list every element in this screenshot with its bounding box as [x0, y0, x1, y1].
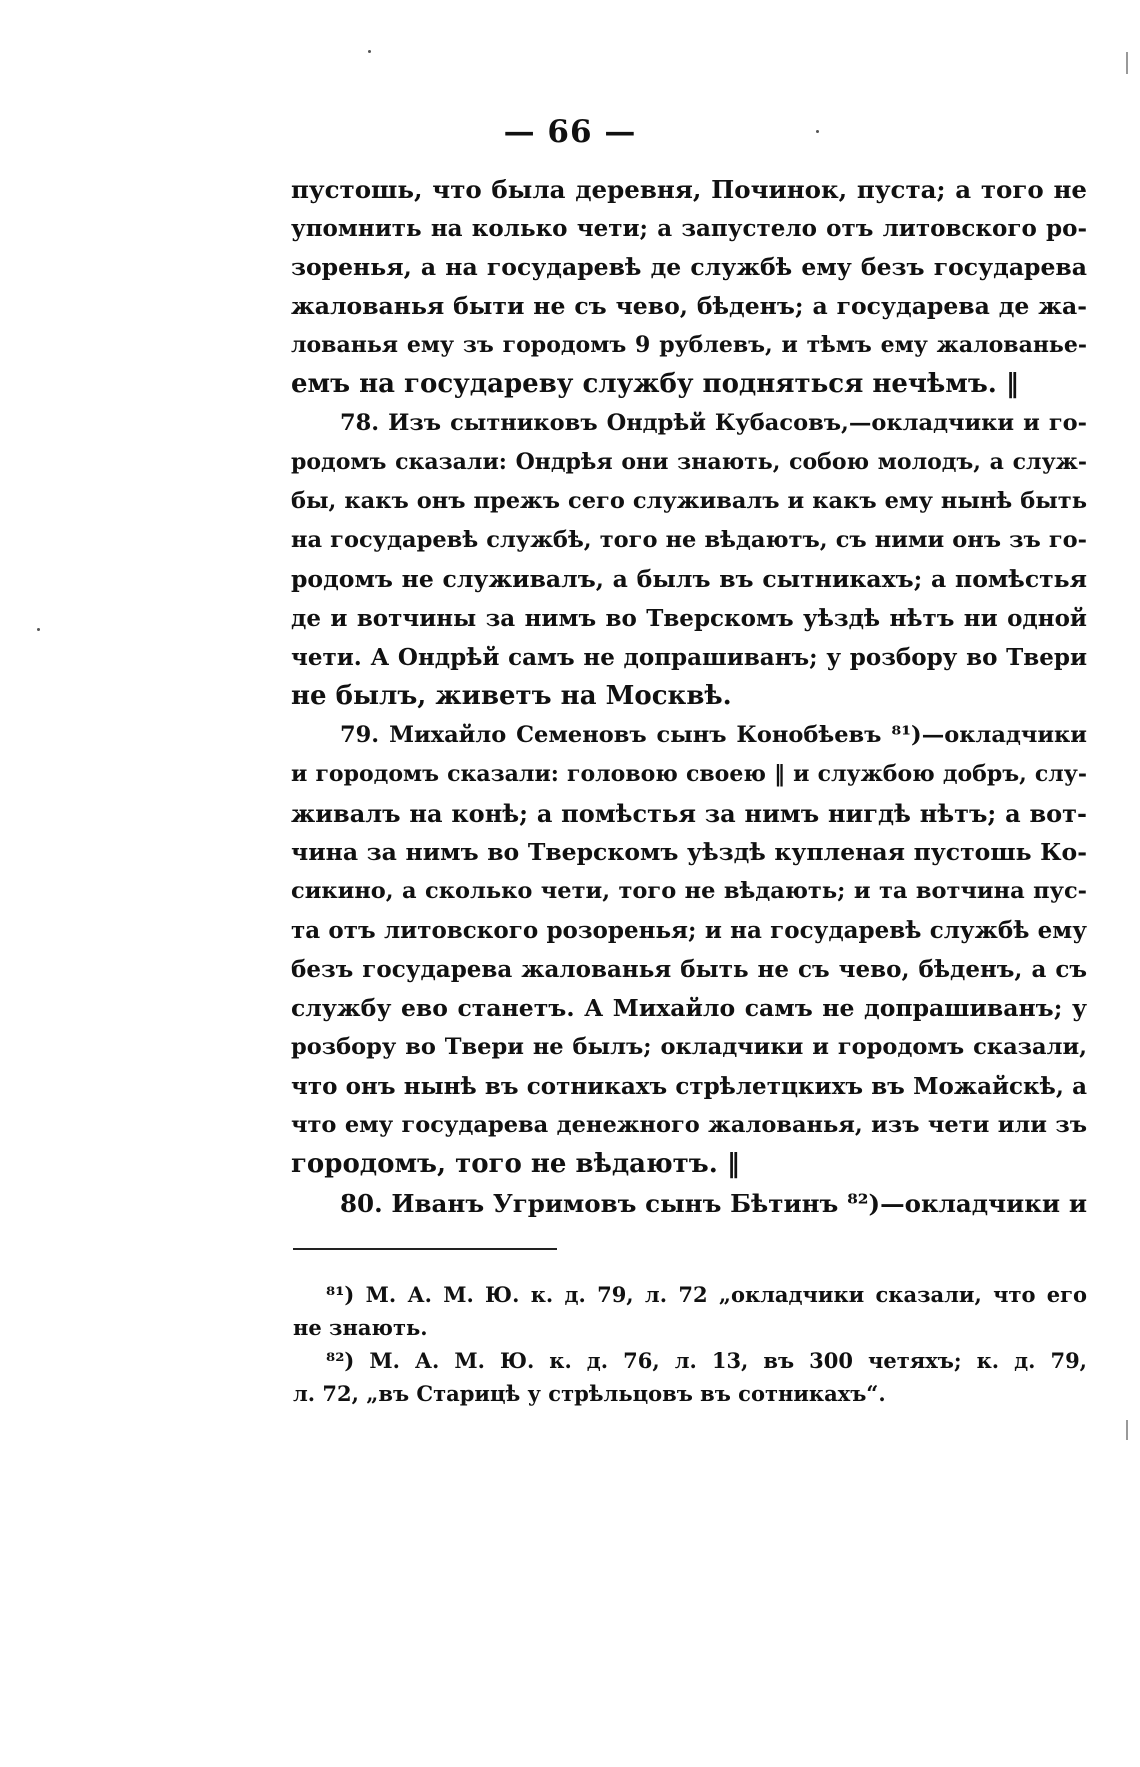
footnote-82: ⁸²) М. А. М. Ю. к. д. 76, л. 13, въ 300 четяхъ; к. д. 79,	[326, 1348, 1087, 1373]
scan-speck	[37, 628, 40, 631]
text-line: безъ государева жалованья быть не съ чево, бѣденъ, а съ	[291, 956, 1087, 983]
text-line: и городомъ сказали: головою своею ‖ и службою добръ, слу-	[291, 761, 1087, 787]
text-line: емъ на государеву службу подняться нечѣмъ. ‖	[291, 369, 1019, 399]
text-line: упомнить на колько чети; а запустело отъ литовского ро-	[291, 215, 1087, 242]
text-line: что ему государева денежного жалованья, изъ чети или зъ	[291, 1112, 1087, 1138]
scan-edge-mark	[1126, 1420, 1128, 1440]
text-line: сикино, а сколько чети, того не вѣдають; и та вотчина пус-	[291, 878, 1087, 904]
text-line: на государевѣ службѣ, того не вѣдаютъ, съ ними онъ зъ го-	[291, 527, 1087, 553]
scan-edge-mark	[1126, 52, 1128, 74]
page-number: — 66 —	[503, 114, 637, 150]
text-line: чина за нимъ во Тверскомъ уѣздѣ купленая пустошь Ко-	[291, 838, 1087, 866]
text-line: живалъ на конѣ; а помѣстья за нимъ нигдѣ нѣтъ; а вот-	[291, 799, 1087, 828]
text-line: зоренья, а на государевѣ де службѣ ему безъ государева	[291, 253, 1087, 281]
text-line: чети. А Ондрѣй самъ не допрашиванъ; у розбору во Твери	[291, 644, 1087, 671]
footnote-divider	[293, 1248, 557, 1250]
text-line: де и вотчины за нимъ во Тверскомъ уѣздѣ нѣтъ ни одной	[291, 605, 1087, 632]
text-line: родомъ сказали: Ондрѣя они знають, собою молодъ, а служ-	[291, 449, 1087, 475]
main-text	[291, 170, 1087, 1223]
footnotes	[293, 1278, 1087, 1410]
text-line: лованья ему зъ городомъ 9 рублевъ, и тѣмъ ему жалованье-	[291, 332, 1087, 358]
text-line: службу ево станетъ. А Михайло самъ не допрашиванъ; у	[291, 994, 1087, 1022]
footnote-81-continuation: не знають.	[293, 1315, 428, 1340]
text-line: родомъ не служивалъ, а былъ въ сытникахъ; а помѣстья	[291, 565, 1087, 593]
scan-speck	[816, 130, 819, 133]
footnote-82-continuation: л. 72, „въ Старицѣ у стрѣльцовъ въ сотникахъ“.	[293, 1381, 886, 1406]
footnote-81: ⁸¹) М. А. М. Ю. к. д. 79, л. 72 „окладчики сказали, что его	[326, 1282, 1087, 1307]
text-line: та отъ литовского розоренья; и на государевѣ службѣ ему	[291, 917, 1087, 944]
entry-78-heading: 78. Изъ сытниковъ Ондрѣй Кубасовъ,—окладчики и го-	[340, 410, 1087, 436]
text-line: бы, какъ онъ прежъ сего служивалъ и какъ ему нынѣ быть	[291, 488, 1087, 514]
text-line: городомъ, того не вѣдаютъ. ‖	[291, 1149, 740, 1179]
text-line: розбору во Твери не былъ; окладчики и городомъ сказали,	[291, 1034, 1087, 1060]
text-line: не былъ, живетъ на Москвѣ.	[291, 681, 732, 711]
entry-80-heading: 80. Иванъ Угримовъ сынъ Бѣтинъ ⁸²)—окладчики и	[340, 1189, 1087, 1218]
text-line: что онъ нынѣ въ сотникахъ стрѣлетцкихъ въ Можайскѣ, а	[291, 1073, 1087, 1100]
text-line: жалованья быти не съ чево, бѣденъ; а государева де жа-	[291, 292, 1087, 320]
entry-79-heading: 79. Михайло Семеновъ сынъ Конобѣевъ ⁸¹)—окладчики	[340, 722, 1087, 748]
scan-speck	[368, 50, 371, 53]
text-line: пустошь, что была деревня, Починок, пуста; а того не	[291, 175, 1087, 204]
